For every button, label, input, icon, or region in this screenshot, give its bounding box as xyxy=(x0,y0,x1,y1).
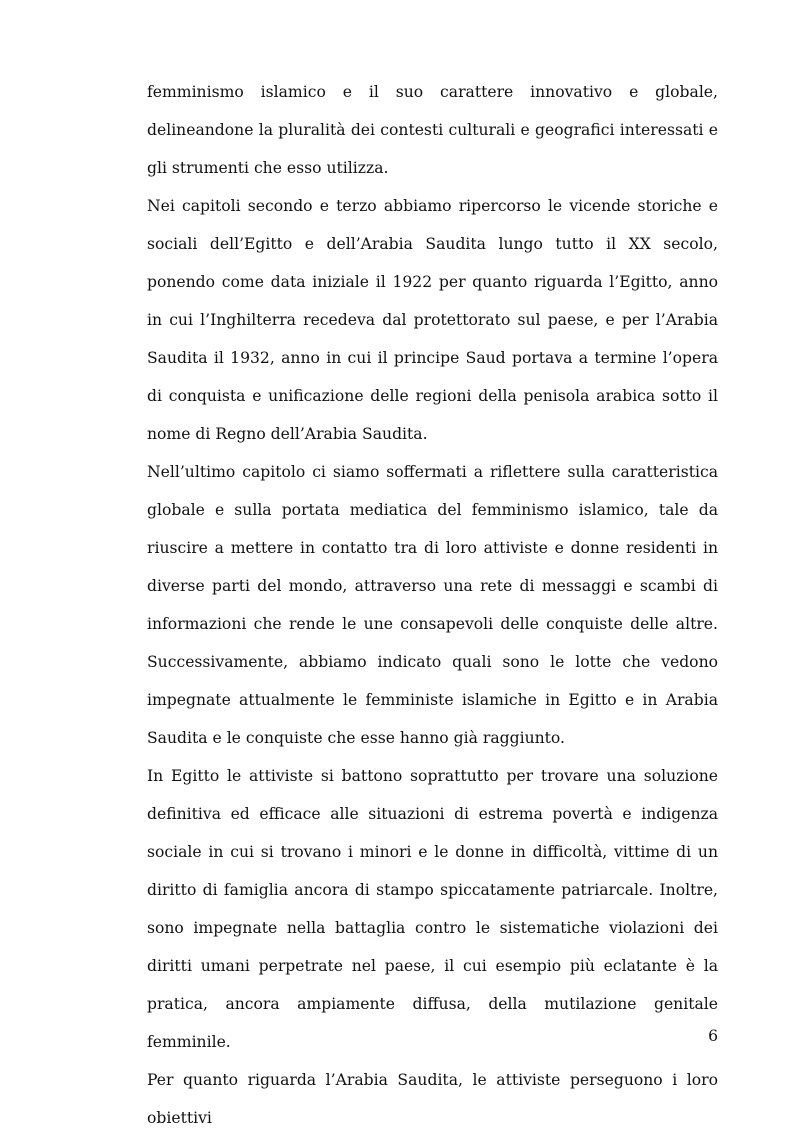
paragraph-1: femminismo islamico e il suo carattere innovativo e globale, delineandone la pluralità dei contesti culturali e geografici interessati e gli strumenti che esso utilizza. xyxy=(147,83,718,177)
paragraph-2: Nei capitoli secondo e terzo abbiamo ripercorso le vicende storiche e sociali dell’Egitto e dell’Arabia Saudita lungo tutto il XX secolo, ponendo come data iniziale il 1922 per quanto riguarda l’Egitto, anno in cui l’Inghilterra recedeva dal protettorato sul paese, e per l’Arabia Saudita il 1932, anno in cui il principe Saud portava a termine l’opera di conquista e unificazione delle regioni della penisola arabica sotto il nome di Regno dell’Arabia Saudita. xyxy=(147,197,718,443)
paragraph-3: Nell’ultimo capitolo ci siamo soffermati a riflettere sulla caratteristica globale e sulla portata mediatica del femminismo islamico, tale da riuscire a mettere in contatto tra di loro attiviste e donne residenti in diverse parti del mondo, attraverso una rete di messaggi e scambi di informazioni che rende le une consapevoli delle conquiste delle altre. Successivamente, abbiamo indicato quali sono le lotte che vedono impegnate attualmente le femministe islamiche in Egitto e in Arabia Saudita e le conquiste che esse hanno già raggiunto. xyxy=(147,463,718,747)
paragraph-5: Per quanto riguarda l’Arabia Saudita, le attiviste perseguono i loro obiettivi xyxy=(147,1071,718,1127)
body-text xyxy=(147,73,718,1137)
paragraph-4: In Egitto le attiviste si battono soprattutto per trovare una soluzione definitiva ed efficace alle situazioni di estrema povertà e indigenza sociale in cui si trovano i minori e le donne in difficoltà, vittime di un diritto di famiglia ancora di stampo spiccatamente patriarcale. Inoltre, sono impegnate nella battaglia contro le sistematiche violazioni dei diritti umani perpetrate nel paese, il cui esempio più eclatante è la pratica, ancora ampiamente diffusa, della mutilazione genitale femminile. xyxy=(147,767,718,1051)
page-number: 6 xyxy=(708,1027,718,1045)
